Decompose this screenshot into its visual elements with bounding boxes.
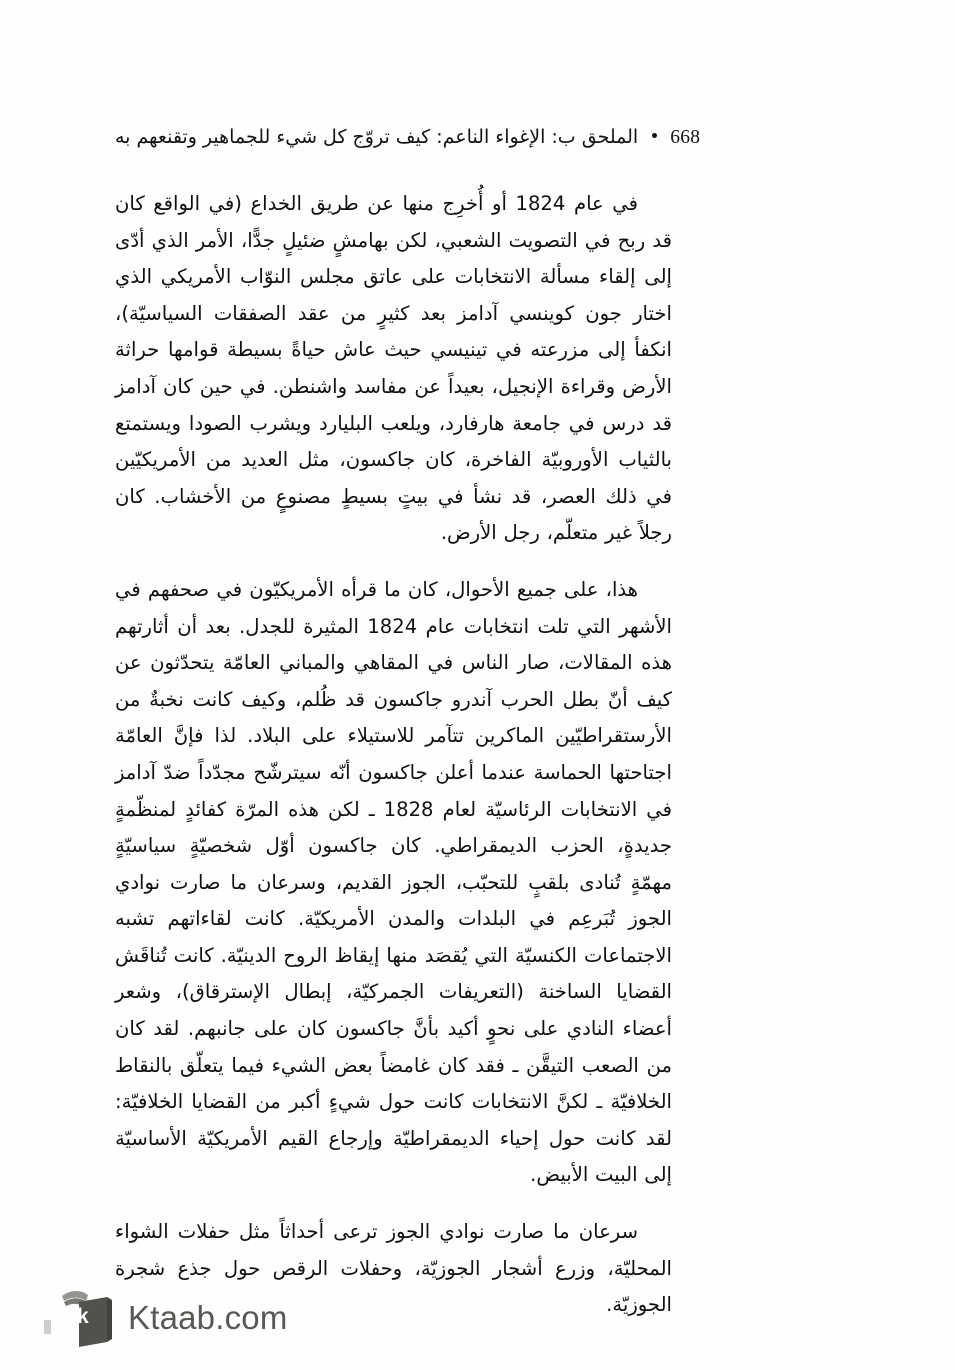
- site-watermark: [60, 1286, 288, 1348]
- paragraph: في عام 1824 أو أُخرِج منها عن طريق الخداع (في الواقع كان قد ربح في التصويت الشعبي، لكن بهامشٍ ضئيلٍ جدًّا، الأمر الذي أدّى إلى إلقاء مسألة الانتخابات على عاتق مجلس النوّاب الأمريكي الذي اختار جون كوينسي آدامز بعد كثيرٍ من عقد الصفقات السياسيّة)، انكفأ إلى مزرعته في تينيسي حيث عاش حياةً بسيطة قوامها حراثة الأرض وقراءة الإنجيل، بعيداً عن مفاسد واشنطن. في حين كان آدامز قد درس في جامعة هارفارد، ويلعب البليارد ويشرب الصودا ويستمتع بالثياب الأوروبيّة الفاخرة، كان جاكسون، مثل العديد من الأمريكيّين في ذلك العصر، قد نشأ في بيتٍ بسيطٍ مصنوعٍ من الأخشاب. كان رجلاً غير متعلّم، رجل الأرض.: [115, 192, 672, 545]
- running-header-title: الملحق ب: الإغواء الناعم: كيف تروّج كل شيء للجماهير وتقنعهم به: [115, 126, 639, 148]
- paragraph: هذا، على جميع الأحوال، كان ما قرأه الأمريكيّون في صحفهم في الأشهر التي تلت انتخابات عام 1824 المثيرة للجدل. بعد أن أثارتهم هذه المقالات، صار الناس في المقاهي والمباني العامّة يتحدّثون عن كيف أنّ بطل الحرب آندرو جاكسون قد ظُلم، وكيف كانت نخبةٌ من الأرستقراطيّين الماكرين تتآمر للاستيلاء على البلاد. لذا فإنَّ العامّة اجتاحتها الحماسة عندما أعلن جاكسون أنّه سيترشّح مجدّداً ضدّ آدامز في الانتخابات الرئاسيّة لعام 1828 ـ لكن هذه المرّة كفائدٍ لمنظّمةٍ جديدةٍ، الحزب الديمقراطي. كان جاكسون أوّل شخصيّةٍ سياسيّةٍ مهمّةٍ تُنادى بلقبٍ للتحبّب، الجوز القديم، وسرعان ما صارت نوادي الجوز تُبَرعِم في البلدات والمدن الأمريكيّة. كانت لقاءاتهم تشبه الاجتماعات الكنسيّة التي يُقصَد منها إيقاظ الروح الدينيّة. كانت تُناقَش القضايا الساخنة (التعريفات الجمركيّة، إبطال الإسترقاق)، وشعر أعضاء النادي على نحوٍ أكيد بأنَّ جاكسون كان على جانبهم. لقد كان من الصعب التيقَّن ـ فقد كان غامضاً بعض الشيء فيما يتعلّق بالنقاط الخلافيّة ـ لكنَّ الانتخابات كانت حول شيءٍ أكبر من القضايا الخلافيّة: لقد كانت حول إحياء الديمقراطيّة وإرجاع القيم الأمريكيّة الأساسيّة إلى البيت الأبيض.: [115, 577, 672, 1187]
- paragraph: سرعان ما صارت نوادي الجوز ترعى أحداثاً مثل حفلات الشواء المحليّة، وزرع أشجار الجوزيّة، وحفلات الرقص حول جذع شجرة الجوزيّة.: [115, 1220, 672, 1317]
- logo-letter: k: [77, 1305, 89, 1328]
- page-edge-artifact: [44, 1320, 51, 1334]
- book-logo-icon: [60, 1286, 116, 1348]
- running-header: [115, 126, 840, 154]
- page-body-text: [115, 186, 672, 1324]
- watermark-label: Ktaab.com: [128, 1298, 288, 1336]
- bullet-separator-icon: [652, 133, 657, 138]
- page-number: 668: [670, 127, 701, 148]
